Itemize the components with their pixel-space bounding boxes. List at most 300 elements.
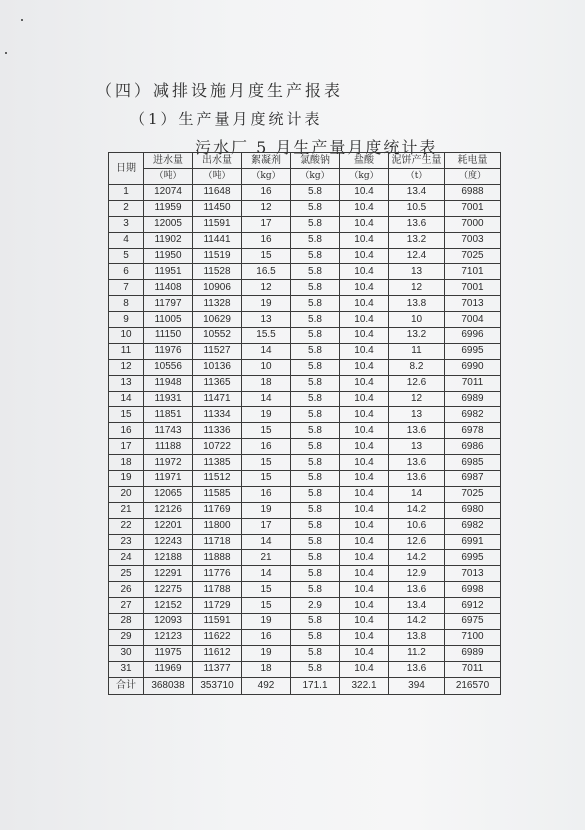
cell-power: 7000 <box>445 216 501 232</box>
header-power: 耗电量 <box>445 153 501 169</box>
cell-date: 21 <box>109 502 144 518</box>
cell-flocculant: 16 <box>242 629 291 645</box>
cell-hydrochloric-acid: 10.4 <box>340 614 389 630</box>
cell-flocculant: 12 <box>242 200 291 216</box>
table-row <box>109 200 501 216</box>
cell-flocculant: 12 <box>242 280 291 296</box>
cell-inflow: 12152 <box>144 598 193 614</box>
cell-outflow: 11336 <box>193 423 242 439</box>
cell-flocculant: 18 <box>242 375 291 391</box>
header-outflow: 出水量 <box>193 153 242 169</box>
cell-outflow: 11334 <box>193 407 242 423</box>
cell-inflow: 11948 <box>144 375 193 391</box>
cell-sludge-cake: 13.6 <box>389 582 445 598</box>
cell-flocculant: 15 <box>242 598 291 614</box>
table-row <box>109 645 501 661</box>
cell-inflow: 11969 <box>144 661 193 677</box>
cell-outflow: 11718 <box>193 534 242 550</box>
header-date: 日期 <box>109 153 144 185</box>
cell-date: 8 <box>109 296 144 312</box>
cell-hydrochloric-acid: 10.4 <box>340 550 389 566</box>
cell-date: 4 <box>109 232 144 248</box>
cell-sludge-cake: 13.4 <box>389 598 445 614</box>
header-flocculant: 絮凝剂 <box>242 153 291 169</box>
cell-inflow: 11902 <box>144 232 193 248</box>
cell-power: 7100 <box>445 629 501 645</box>
cell-sludge-cake: 12.6 <box>389 375 445 391</box>
cell-inflow: 12126 <box>144 502 193 518</box>
cell-power: 7101 <box>445 264 501 280</box>
table-row <box>109 423 501 439</box>
unit-outflow: （吨） <box>193 169 242 185</box>
cell-sludge-cake: 13.6 <box>389 216 445 232</box>
cell-sludge-cake: 13.2 <box>389 328 445 344</box>
cell-sludge-cake: 8.2 <box>389 359 445 375</box>
cell-outflow: 11888 <box>193 550 242 566</box>
cell-flocculant: 16 <box>242 185 291 201</box>
cell-hydrochloric-acid: 10.4 <box>340 343 389 359</box>
cell-power: 7001 <box>445 200 501 216</box>
cell-inflow: 11950 <box>144 248 193 264</box>
table-row <box>109 566 501 582</box>
cell-date: 17 <box>109 439 144 455</box>
cell-hydrochloric-acid: 10.4 <box>340 502 389 518</box>
cell-outflow: 11450 <box>193 200 242 216</box>
cell-power: 6998 <box>445 582 501 598</box>
cell-hydrochloric-acid: 10.4 <box>340 185 389 201</box>
cell-sodium-chlorate: 5.8 <box>291 280 340 296</box>
cell-flocculant: 16.5 <box>242 264 291 280</box>
cell-flocculant: 15.5 <box>242 328 291 344</box>
cell-hydrochloric-acid: 10.4 <box>340 566 389 582</box>
cell-outflow: 10136 <box>193 359 242 375</box>
cell-flocculant: 10 <box>242 359 291 375</box>
cell-date: 7 <box>109 280 144 296</box>
cell-sludge-cake: 13.6 <box>389 455 445 471</box>
cell-power: 6995 <box>445 550 501 566</box>
cell-sludge-cake: 14 <box>389 486 445 502</box>
cell-inflow: 11972 <box>144 455 193 471</box>
cell-outflow: 11527 <box>193 343 242 359</box>
cell-sludge-cake: 13 <box>389 439 445 455</box>
cell-date: 1 <box>109 185 144 201</box>
cell-hydrochloric-acid: 10.4 <box>340 534 389 550</box>
cell-outflow: 11776 <box>193 566 242 582</box>
cell-inflow: 11408 <box>144 280 193 296</box>
cell-outflow: 11591 <box>193 614 242 630</box>
cell-sludge-cake: 13 <box>389 407 445 423</box>
cell-power: 6989 <box>445 645 501 661</box>
cell-date: 16 <box>109 423 144 439</box>
table-row <box>109 375 501 391</box>
table-row <box>109 518 501 534</box>
cell-flocculant: 19 <box>242 645 291 661</box>
cell-inflow: 11931 <box>144 391 193 407</box>
cell-hydrochloric-acid: 10.4 <box>340 264 389 280</box>
cell-sludge-cake: 14.2 <box>389 614 445 630</box>
table-row <box>109 216 501 232</box>
cell-power: 7001 <box>445 280 501 296</box>
cell-flocculant: 13 <box>242 312 291 328</box>
cell-outflow: 11328 <box>193 296 242 312</box>
total-hydrochloric-acid: 322.1 <box>340 677 389 694</box>
cell-power: 7011 <box>445 661 501 677</box>
total-sodium-chlorate: 171.1 <box>291 677 340 694</box>
table-row <box>109 248 501 264</box>
cell-hydrochloric-acid: 10.4 <box>340 455 389 471</box>
section-heading: （四）减排设施月度生产报表 <box>96 81 344 100</box>
cell-sodium-chlorate: 5.8 <box>291 343 340 359</box>
cell-sludge-cake: 13.2 <box>389 232 445 248</box>
cell-outflow: 11788 <box>193 582 242 598</box>
cell-outflow: 11612 <box>193 645 242 661</box>
cell-power: 6982 <box>445 518 501 534</box>
cell-date: 31 <box>109 661 144 677</box>
cell-date: 11 <box>109 343 144 359</box>
cell-outflow: 11365 <box>193 375 242 391</box>
paper-speck <box>21 19 23 21</box>
cell-outflow: 11622 <box>193 629 242 645</box>
cell-sodium-chlorate: 5.8 <box>291 216 340 232</box>
subsection-heading: （1）生产量月度统计表 <box>130 110 323 128</box>
total-inflow: 368038 <box>144 677 193 694</box>
cell-date: 18 <box>109 455 144 471</box>
cell-inflow: 12065 <box>144 486 193 502</box>
cell-outflow: 11648 <box>193 185 242 201</box>
cell-sodium-chlorate: 2.9 <box>291 598 340 614</box>
table-row <box>109 614 501 630</box>
cell-flocculant: 19 <box>242 296 291 312</box>
cell-sodium-chlorate: 5.8 <box>291 629 340 645</box>
table-row <box>109 502 501 518</box>
cell-inflow: 10556 <box>144 359 193 375</box>
cell-date: 28 <box>109 614 144 630</box>
cell-flocculant: 19 <box>242 407 291 423</box>
cell-power: 6985 <box>445 455 501 471</box>
cell-hydrochloric-acid: 10.4 <box>340 407 389 423</box>
cell-flocculant: 19 <box>242 614 291 630</box>
cell-sludge-cake: 10.5 <box>389 200 445 216</box>
cell-sludge-cake: 12.9 <box>389 566 445 582</box>
table-row <box>109 407 501 423</box>
cell-inflow: 12243 <box>144 534 193 550</box>
table-row <box>109 661 501 677</box>
table-row <box>109 312 501 328</box>
production-stats-table <box>108 152 501 695</box>
cell-power: 7003 <box>445 232 501 248</box>
cell-date: 22 <box>109 518 144 534</box>
cell-outflow: 11441 <box>193 232 242 248</box>
cell-sodium-chlorate: 5.8 <box>291 185 340 201</box>
cell-power: 6995 <box>445 343 501 359</box>
cell-outflow: 11585 <box>193 486 242 502</box>
total-flocculant: 492 <box>242 677 291 694</box>
cell-inflow: 12123 <box>144 629 193 645</box>
total-outflow: 353710 <box>193 677 242 694</box>
cell-date: 14 <box>109 391 144 407</box>
unit-sodium-chlorate: （kg） <box>291 169 340 185</box>
cell-sodium-chlorate: 5.8 <box>291 534 340 550</box>
table-row <box>109 232 501 248</box>
cell-sodium-chlorate: 5.8 <box>291 248 340 264</box>
cell-outflow: 11769 <box>193 502 242 518</box>
cell-inflow: 11005 <box>144 312 193 328</box>
paper-speck <box>5 52 7 54</box>
cell-hydrochloric-acid: 10.4 <box>340 439 389 455</box>
cell-sludge-cake: 10.6 <box>389 518 445 534</box>
cell-date: 10 <box>109 328 144 344</box>
cell-flocculant: 18 <box>242 661 291 677</box>
cell-outflow: 11729 <box>193 598 242 614</box>
cell-sodium-chlorate: 5.8 <box>291 407 340 423</box>
cell-outflow: 11471 <box>193 391 242 407</box>
cell-hydrochloric-acid: 10.4 <box>340 232 389 248</box>
cell-power: 6987 <box>445 471 501 487</box>
cell-power: 7011 <box>445 375 501 391</box>
cell-sodium-chlorate: 5.8 <box>291 423 340 439</box>
cell-power: 6988 <box>445 185 501 201</box>
cell-sodium-chlorate: 5.8 <box>291 661 340 677</box>
header-sodium-chlorate: 氯酸钠 <box>291 153 340 169</box>
cell-inflow: 11976 <box>144 343 193 359</box>
cell-power: 6986 <box>445 439 501 455</box>
cell-inflow: 11951 <box>144 264 193 280</box>
cell-sludge-cake: 14.2 <box>389 502 445 518</box>
cell-hydrochloric-acid: 10.4 <box>340 248 389 264</box>
cell-flocculant: 14 <box>242 391 291 407</box>
cell-hydrochloric-acid: 10.4 <box>340 216 389 232</box>
cell-inflow: 12005 <box>144 216 193 232</box>
cell-hydrochloric-acid: 10.4 <box>340 375 389 391</box>
cell-outflow: 11385 <box>193 455 242 471</box>
table-row <box>109 343 501 359</box>
table-row <box>109 582 501 598</box>
cell-hydrochloric-acid: 10.4 <box>340 296 389 312</box>
unit-power: （度） <box>445 169 501 185</box>
cell-hydrochloric-acid: 10.4 <box>340 645 389 661</box>
cell-inflow: 11975 <box>144 645 193 661</box>
cell-outflow: 10906 <box>193 280 242 296</box>
cell-sodium-chlorate: 5.8 <box>291 645 340 661</box>
cell-hydrochloric-acid: 10.4 <box>340 359 389 375</box>
cell-power: 7025 <box>445 486 501 502</box>
cell-inflow: 11971 <box>144 471 193 487</box>
cell-power: 6980 <box>445 502 501 518</box>
cell-date: 15 <box>109 407 144 423</box>
cell-flocculant: 15 <box>242 455 291 471</box>
total-row <box>109 677 501 694</box>
cell-sludge-cake: 13 <box>389 264 445 280</box>
cell-sludge-cake: 13.6 <box>389 661 445 677</box>
cell-sludge-cake: 13.4 <box>389 185 445 201</box>
table-row <box>109 550 501 566</box>
cell-power: 6978 <box>445 423 501 439</box>
cell-flocculant: 15 <box>242 423 291 439</box>
cell-sodium-chlorate: 5.8 <box>291 518 340 534</box>
cell-power: 7004 <box>445 312 501 328</box>
cell-flocculant: 21 <box>242 550 291 566</box>
cell-power: 6991 <box>445 534 501 550</box>
cell-flocculant: 19 <box>242 502 291 518</box>
cell-sludge-cake: 14.2 <box>389 550 445 566</box>
cell-hydrochloric-acid: 10.4 <box>340 423 389 439</box>
cell-hydrochloric-acid: 10.4 <box>340 582 389 598</box>
header-inflow: 进水量 <box>144 153 193 169</box>
cell-sodium-chlorate: 5.8 <box>291 614 340 630</box>
cell-sludge-cake: 11 <box>389 343 445 359</box>
cell-power: 7013 <box>445 566 501 582</box>
table-row <box>109 264 501 280</box>
table-row <box>109 455 501 471</box>
table-row <box>109 391 501 407</box>
unit-sludge-cake: （t） <box>389 169 445 185</box>
cell-sludge-cake: 12 <box>389 280 445 296</box>
cell-date: 6 <box>109 264 144 280</box>
cell-flocculant: 16 <box>242 439 291 455</box>
cell-date: 26 <box>109 582 144 598</box>
cell-outflow: 10552 <box>193 328 242 344</box>
cell-inflow: 12093 <box>144 614 193 630</box>
cell-flocculant: 14 <box>242 566 291 582</box>
unit-inflow: （吨） <box>144 169 193 185</box>
cell-flocculant: 15 <box>242 471 291 487</box>
cell-date: 3 <box>109 216 144 232</box>
cell-sodium-chlorate: 5.8 <box>291 359 340 375</box>
cell-sodium-chlorate: 5.8 <box>291 502 340 518</box>
cell-flocculant: 16 <box>242 232 291 248</box>
table-title: 污水厂 5 月生产量月度统计表 <box>195 138 438 157</box>
cell-sludge-cake: 13.8 <box>389 629 445 645</box>
cell-power: 6990 <box>445 359 501 375</box>
cell-hydrochloric-acid: 10.4 <box>340 598 389 614</box>
cell-inflow: 12291 <box>144 566 193 582</box>
cell-power: 6989 <box>445 391 501 407</box>
cell-date: 2 <box>109 200 144 216</box>
cell-hydrochloric-acid: 10.4 <box>340 328 389 344</box>
cell-sludge-cake: 13.6 <box>389 423 445 439</box>
cell-hydrochloric-acid: 10.4 <box>340 312 389 328</box>
cell-sodium-chlorate: 5.8 <box>291 328 340 344</box>
cell-flocculant: 16 <box>242 486 291 502</box>
cell-inflow: 11150 <box>144 328 193 344</box>
cell-outflow: 11800 <box>193 518 242 534</box>
cell-date: 23 <box>109 534 144 550</box>
cell-flocculant: 15 <box>242 582 291 598</box>
cell-power: 7013 <box>445 296 501 312</box>
cell-sodium-chlorate: 5.8 <box>291 391 340 407</box>
cell-inflow: 12201 <box>144 518 193 534</box>
cell-sodium-chlorate: 5.8 <box>291 550 340 566</box>
cell-date: 30 <box>109 645 144 661</box>
total-label: 合计 <box>109 677 144 694</box>
cell-hydrochloric-acid: 10.4 <box>340 391 389 407</box>
table-row <box>109 296 501 312</box>
cell-hydrochloric-acid: 10.4 <box>340 518 389 534</box>
cell-sludge-cake: 12.6 <box>389 534 445 550</box>
cell-sludge-cake: 10 <box>389 312 445 328</box>
cell-power: 6975 <box>445 614 501 630</box>
cell-hydrochloric-acid: 10.4 <box>340 629 389 645</box>
cell-inflow: 12074 <box>144 185 193 201</box>
cell-power: 6996 <box>445 328 501 344</box>
cell-hydrochloric-acid: 10.4 <box>340 200 389 216</box>
cell-date: 24 <box>109 550 144 566</box>
cell-inflow: 12188 <box>144 550 193 566</box>
cell-date: 12 <box>109 359 144 375</box>
cell-sludge-cake: 12 <box>389 391 445 407</box>
cell-date: 27 <box>109 598 144 614</box>
header-hydrochloric-acid: 盐酸 <box>340 153 389 169</box>
cell-flocculant: 15 <box>242 248 291 264</box>
cell-sludge-cake: 13.8 <box>389 296 445 312</box>
cell-sludge-cake: 13.6 <box>389 471 445 487</box>
cell-power: 7025 <box>445 248 501 264</box>
cell-sodium-chlorate: 5.8 <box>291 232 340 248</box>
cell-sodium-chlorate: 5.8 <box>291 200 340 216</box>
cell-hydrochloric-acid: 10.4 <box>340 280 389 296</box>
cell-sludge-cake: 11.2 <box>389 645 445 661</box>
cell-outflow: 11519 <box>193 248 242 264</box>
cell-outflow: 11528 <box>193 264 242 280</box>
table-row <box>109 471 501 487</box>
unit-flocculant: （kg） <box>242 169 291 185</box>
cell-sodium-chlorate: 5.8 <box>291 582 340 598</box>
cell-date: 29 <box>109 629 144 645</box>
table-row <box>109 328 501 344</box>
table-row <box>109 486 501 502</box>
cell-date: 9 <box>109 312 144 328</box>
cell-date: 5 <box>109 248 144 264</box>
cell-sodium-chlorate: 5.8 <box>291 312 340 328</box>
table-row <box>109 598 501 614</box>
header-sludge-cake: 泥饼产生量 <box>389 153 445 169</box>
table-row <box>109 534 501 550</box>
table-row <box>109 280 501 296</box>
cell-flocculant: 17 <box>242 216 291 232</box>
cell-inflow: 11851 <box>144 407 193 423</box>
unit-hydrochloric-acid: （kg） <box>340 169 389 185</box>
cell-power: 6912 <box>445 598 501 614</box>
cell-date: 25 <box>109 566 144 582</box>
table-row <box>109 359 501 375</box>
cell-flocculant: 14 <box>242 534 291 550</box>
cell-inflow: 12275 <box>144 582 193 598</box>
cell-sodium-chlorate: 5.8 <box>291 566 340 582</box>
cell-outflow: 10629 <box>193 312 242 328</box>
cell-outflow: 11377 <box>193 661 242 677</box>
cell-outflow: 11591 <box>193 216 242 232</box>
cell-flocculant: 17 <box>242 518 291 534</box>
table-row <box>109 629 501 645</box>
cell-outflow: 10722 <box>193 439 242 455</box>
cell-hydrochloric-acid: 10.4 <box>340 471 389 487</box>
cell-inflow: 11959 <box>144 200 193 216</box>
cell-sodium-chlorate: 5.8 <box>291 439 340 455</box>
cell-date: 20 <box>109 486 144 502</box>
cell-sodium-chlorate: 5.8 <box>291 264 340 280</box>
cell-inflow: 11743 <box>144 423 193 439</box>
table-row <box>109 439 501 455</box>
cell-date: 19 <box>109 471 144 487</box>
cell-outflow: 11512 <box>193 471 242 487</box>
cell-sodium-chlorate: 5.8 <box>291 455 340 471</box>
cell-inflow: 11797 <box>144 296 193 312</box>
cell-sodium-chlorate: 5.8 <box>291 471 340 487</box>
table-row <box>109 185 501 201</box>
total-sludge-cake: 394 <box>389 677 445 694</box>
cell-sludge-cake: 12.4 <box>389 248 445 264</box>
cell-power: 6982 <box>445 407 501 423</box>
